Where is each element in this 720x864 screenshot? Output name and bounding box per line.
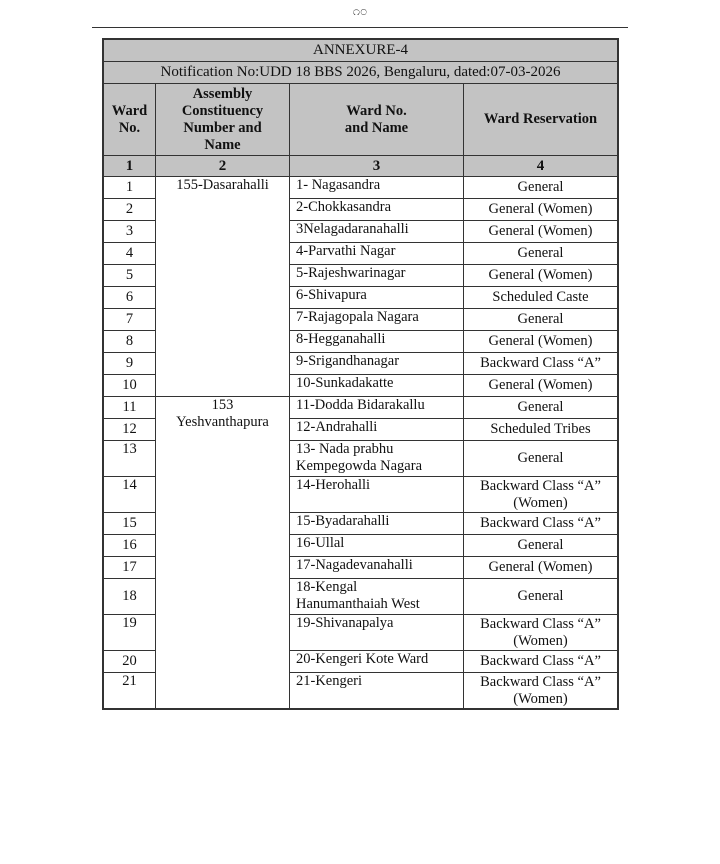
ward-reservation-cell bbox=[464, 673, 618, 709]
ward-reservation-cell: Backward Class “A” bbox=[464, 651, 618, 673]
ward-number-cell: 9 bbox=[104, 353, 156, 375]
ward-name-cell: 1- Nagasandra bbox=[290, 177, 464, 199]
ward-reservation-cell: General bbox=[464, 397, 618, 419]
constituency-cell bbox=[156, 397, 290, 709]
constituency-label-line: 155-Dasarahalli bbox=[176, 177, 269, 193]
ward-name-cell: 15-Byadarahalli bbox=[290, 513, 464, 535]
table-row bbox=[104, 177, 618, 199]
column-number: 4 bbox=[464, 156, 618, 177]
reservation-line: Backward Class “A” bbox=[480, 477, 601, 494]
ward-name-cell: 11-Dodda Bidarakallu bbox=[290, 397, 464, 419]
ward-reservation-cell: Scheduled Tribes bbox=[464, 419, 618, 441]
ward-number-cell: 10 bbox=[104, 375, 156, 397]
ward-name-cell: 4-Parvathi Nagar bbox=[290, 243, 464, 265]
ward-name-cell: 21-Kengeri bbox=[290, 673, 464, 709]
reservation-line: Backward Class “A” bbox=[480, 673, 601, 690]
header-ward-name bbox=[290, 84, 464, 156]
ward-name-line: Kempegowda Nagara bbox=[296, 458, 423, 474]
ward-reservation-cell: General bbox=[464, 309, 618, 331]
ward-number-cell: 1 bbox=[104, 177, 156, 199]
annexure-title: ANNEXURE-4 bbox=[104, 40, 618, 62]
ward-name-cell bbox=[290, 579, 464, 615]
ward-number-cell: 5 bbox=[104, 265, 156, 287]
ward-number-cell: 21 bbox=[104, 673, 156, 709]
ward-reservation-cell: General bbox=[464, 535, 618, 557]
ward-name-line: 13- Nada prabhu bbox=[296, 441, 394, 457]
reservation-line: (Women) bbox=[513, 494, 568, 511]
ward-number-cell: 3 bbox=[104, 221, 156, 243]
header-line: Ward bbox=[111, 102, 148, 119]
header-line: Ward No. bbox=[346, 102, 407, 119]
ward-reservation-table bbox=[103, 39, 618, 709]
notification-line: Notification No:UDD 18 BBS 2026, Bengaluru, dated:07-03-2026 bbox=[104, 62, 618, 84]
ward-name-cell: 12-Andrahalli bbox=[290, 419, 464, 441]
header-ward-no bbox=[104, 84, 156, 156]
reservation-line: (Women) bbox=[513, 690, 568, 707]
reservation-line: (Women) bbox=[513, 632, 568, 649]
constituency-label-line: Yeshvanthapura bbox=[176, 414, 269, 430]
ward-reservation-cell: General (Women) bbox=[464, 375, 618, 397]
constituency-cell bbox=[156, 177, 290, 397]
ward-reservation-cell: General bbox=[464, 177, 618, 199]
ward-reservation-cell bbox=[464, 615, 618, 651]
ward-reservation-cell: Scheduled Caste bbox=[464, 287, 618, 309]
ward-number-cell: 18 bbox=[104, 579, 156, 615]
ward-number-cell: 16 bbox=[104, 535, 156, 557]
column-number: 2 bbox=[156, 156, 290, 177]
header-line: No. bbox=[118, 119, 141, 136]
ward-reservation-cell: General bbox=[464, 243, 618, 265]
ward-number-cell: 15 bbox=[104, 513, 156, 535]
header-line: Constituency bbox=[181, 102, 264, 119]
ward-name-line: 18-Kengal bbox=[296, 579, 358, 595]
header-line: and Name bbox=[344, 119, 409, 136]
ward-number-cell: 12 bbox=[104, 419, 156, 441]
header-line: Ward Reservation bbox=[483, 111, 598, 127]
ward-reservation-cell: General bbox=[464, 441, 618, 477]
page-number: ೧೦ bbox=[352, 4, 368, 19]
ward-name-cell: 19-Shivanapalya bbox=[290, 615, 464, 651]
reservation-line: Backward Class “A” bbox=[480, 615, 601, 632]
ward-name-cell bbox=[290, 441, 464, 477]
ward-reservation-cell: General (Women) bbox=[464, 331, 618, 353]
ward-number-cell: 19 bbox=[104, 615, 156, 651]
ward-name-cell: 9-Srigandhanagar bbox=[290, 353, 464, 375]
ward-reservation-cell bbox=[464, 477, 618, 513]
ward-number-cell: 13 bbox=[104, 441, 156, 477]
header-ward-reservation bbox=[464, 84, 618, 156]
ward-reservation-cell: General bbox=[464, 579, 618, 615]
column-number: 1 bbox=[104, 156, 156, 177]
ward-name-cell: 5-Rajeshwarinagar bbox=[290, 265, 464, 287]
ward-name-cell: 16-Ullal bbox=[290, 535, 464, 557]
ward-number-cell: 20 bbox=[104, 651, 156, 673]
ward-reservation-cell: General (Women) bbox=[464, 265, 618, 287]
ward-name-cell: 2-Chokkasandra bbox=[290, 199, 464, 221]
header-line: Name bbox=[204, 136, 241, 153]
ward-name-cell: 17-Nagadevanahalli bbox=[290, 557, 464, 579]
ward-number-cell: 17 bbox=[104, 557, 156, 579]
ward-reservation-cell: General (Women) bbox=[464, 199, 618, 221]
table-row bbox=[104, 397, 618, 419]
ward-name-cell: 14-Herohalli bbox=[290, 477, 464, 513]
header-divider bbox=[92, 27, 628, 28]
ward-name-cell: 10-Sunkadakatte bbox=[290, 375, 464, 397]
ward-reservation-cell: Backward Class “A” bbox=[464, 353, 618, 375]
ward-name-cell: 8-Hegganahalli bbox=[290, 331, 464, 353]
ward-number-cell: 11 bbox=[104, 397, 156, 419]
ward-reservation-cell: General (Women) bbox=[464, 557, 618, 579]
ward-number-cell: 2 bbox=[104, 199, 156, 221]
ward-name-cell: 3Nelagadaranahalli bbox=[290, 221, 464, 243]
constituency-label-line: 153 bbox=[211, 397, 234, 413]
header-assembly-constituency bbox=[156, 84, 290, 156]
ward-name-line: Hanumanthaiah West bbox=[296, 596, 420, 612]
ward-reservation-cell: General (Women) bbox=[464, 221, 618, 243]
ward-number-cell: 4 bbox=[104, 243, 156, 265]
ward-number-cell: 6 bbox=[104, 287, 156, 309]
ward-name-cell: 6-Shivapura bbox=[290, 287, 464, 309]
ward-number-cell: 14 bbox=[104, 477, 156, 513]
header-line: Assembly bbox=[192, 85, 253, 102]
ward-name-cell: 7-Rajagopala Nagara bbox=[290, 309, 464, 331]
ward-name-cell: 20-Kengeri Kote Ward bbox=[290, 651, 464, 673]
ward-number-cell: 8 bbox=[104, 331, 156, 353]
ward-number-cell: 7 bbox=[104, 309, 156, 331]
column-number: 3 bbox=[290, 156, 464, 177]
ward-reservation-cell: Backward Class “A” bbox=[464, 513, 618, 535]
header-line: Number and bbox=[183, 119, 262, 136]
